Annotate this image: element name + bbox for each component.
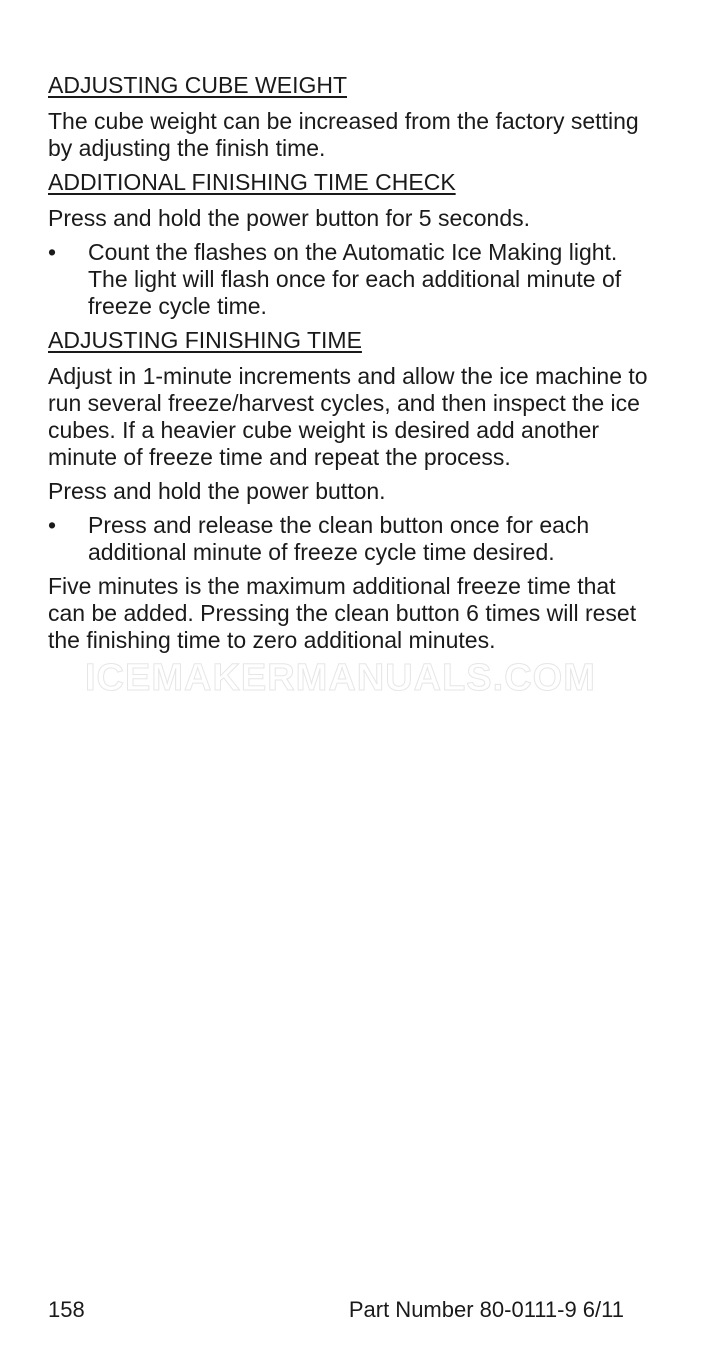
watermark: ICEMAKERMANUALS.COM — [85, 657, 596, 699]
paragraph-adjust-increments: Adjust in 1-minute increments and allow the ice machine to run several freeze/harvest cycles, and then inspect the ice cubes. If a heavier cube weight is desired add another minute of freeze time and repeat the process. — [48, 363, 648, 470]
paragraph-maximum-freeze-time: Five minutes is the maximum additional freeze time that can be added. Pressing the clean button 6 times will reset the finishing time to zero additional minutes. — [48, 573, 637, 653]
heading-additional-finishing-time-check: ADDITIONAL FINISHING TIME CHECK — [48, 169, 456, 195]
bullet-glyph: • — [48, 239, 57, 265]
paragraph-press-hold-power: Press and hold the power button. — [48, 478, 386, 504]
part-number: Part Number 80-0111-9 6/11 — [348, 1297, 624, 1322]
page-number: 158 — [48, 1297, 85, 1322]
bullet-text: Count the flashes on the Automatic Ice Making light. The light will flash once for each additional minute of freeze cycle time. — [88, 239, 622, 319]
bullet-text: Press and release the clean button once for each additional minute of freeze cycle time desired. — [88, 512, 590, 565]
page-footer — [48, 1297, 624, 1323]
heading-adjusting-cube-weight: ADJUSTING CUBE WEIGHT — [48, 72, 348, 98]
paragraph-press-hold-5-seconds: Press and hold the power button for 5 seconds. — [48, 205, 531, 231]
heading-adjusting-finishing-time: ADJUSTING FINISHING TIME — [48, 327, 362, 353]
bullet-item-count-flashes — [48, 239, 648, 320]
paragraph-cube-weight-intro: The cube weight can be increased from the factory setting by adjusting the finish time. — [48, 108, 639, 161]
bullet-glyph: • — [48, 512, 57, 538]
bullet-item-press-release-clean — [48, 512, 648, 566]
document-body — [48, 72, 648, 661]
